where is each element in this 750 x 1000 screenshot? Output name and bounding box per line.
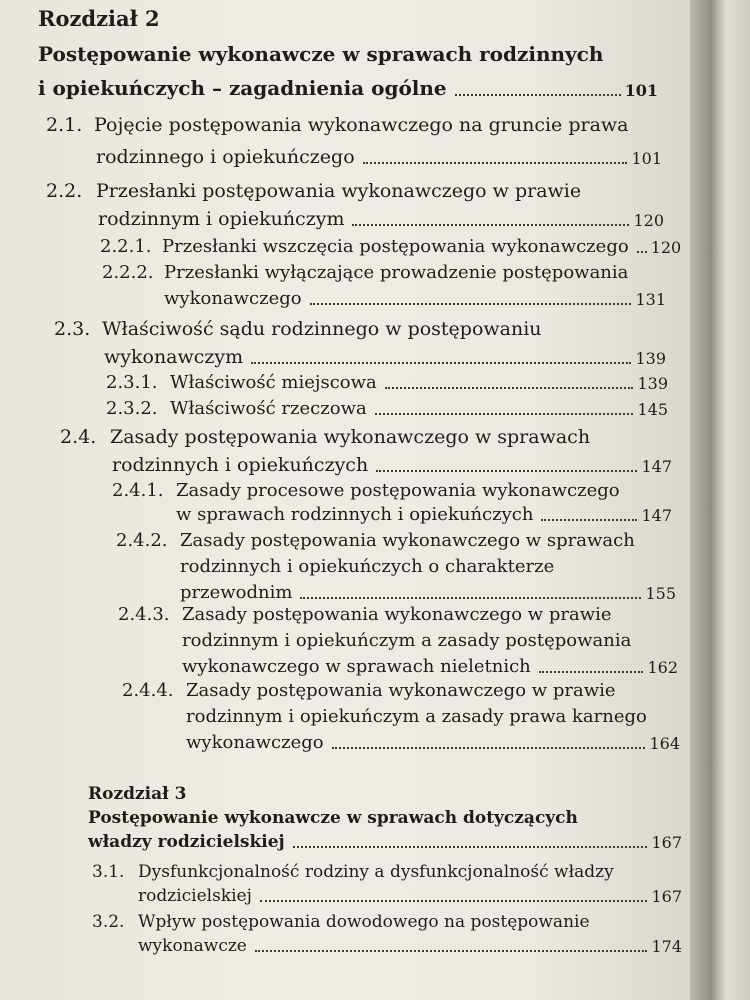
toc-entry-2-4-1-cont: w sprawach rodzinnych i opiekuńczych 147 xyxy=(176,504,672,525)
toc-entry-2-3: 2.3. Właściwość sądu rodzinnego w postępowaniu xyxy=(54,318,542,340)
toc-entry-2-2-2-cont: wykonawczego 131 xyxy=(164,288,666,309)
toc-entry-2-4-4-cont: rodzinnym i opiekuńczym a zasady prawa karnego xyxy=(186,706,647,727)
toc-entry-3-1-cont: rodzicielskiej 167 xyxy=(138,886,682,906)
toc-entry-2-4-cont: rodzinnych i opiekuńczych 147 xyxy=(112,454,672,476)
toc-entry-2-1-cont: rodzinnego i opiekuńczego 101 xyxy=(96,146,662,168)
chapter-2-title-line-1: Postępowanie wykonawcze w sprawach rodzinnych xyxy=(38,42,604,66)
chapter-2-label: Rozdział 2 xyxy=(38,6,160,31)
toc-entry-2-2-1: 2.2.1. Przesłanki wszczęcia postępowania wykonawczego 120 xyxy=(100,236,682,257)
toc-entry-2-4: 2.4. Zasady postępowania wykonawczego w sprawach xyxy=(60,426,591,448)
toc-entry-2-4-2-cont: rodzinnych i opiekuńczych o charakterze xyxy=(180,556,555,577)
toc-entry-2-2-2: 2.2.2. Przesłanki wyłączające prowadzenie postępowania xyxy=(102,262,629,283)
toc-entry-2-4-3: 2.4.3. Zasady postępowania wykonawczego w prawie xyxy=(118,604,612,625)
chapter-2-title-line-2: i opiekuńczych – zagadnienia ogólne 101 xyxy=(38,76,658,100)
toc-entry-2-4-4-cont2: wykonawczego 164 xyxy=(186,732,680,753)
toc-entry-3-2: 3.2. Wpływ postępowania dowodowego na postępowanie xyxy=(92,912,590,932)
adjacent-page-edge xyxy=(690,0,750,1000)
toc-entry-2-3-cont: wykonawczym 139 xyxy=(104,346,666,368)
leader-dots xyxy=(455,93,621,96)
toc-entry-2-2-cont: rodzinnym i opiekuńczym 120 xyxy=(98,208,664,230)
toc-entry-2-3-2: 2.3.2. Właściwość rzeczowa 145 xyxy=(106,398,668,419)
toc-entry-2-4-1: 2.4.1. Zasady procesowe postępowania wykonawczego xyxy=(112,480,620,501)
toc-entry-2-4-4: 2.4.4. Zasady postępowania wykonawczego w prawie xyxy=(122,680,616,701)
toc-entry-2-1: 2.1. Pojęcie postępowania wykonawczego na gruncie prawa xyxy=(46,114,629,136)
toc-entry-2-2: 2.2. Przesłanki postępowania wykonawczego w prawie xyxy=(46,180,582,202)
chapter-3-title-line-2: władzy rodzicielskiej 167 xyxy=(88,832,682,852)
toc-entry-2-4-2-cont2: przewodnim 155 xyxy=(180,582,676,603)
toc-entry-2-4-2: 2.4.2. Zasady postępowania wykonawczego w sprawach xyxy=(116,530,635,551)
page-number: 101 xyxy=(624,81,658,100)
chapter-3-label: Rozdział 3 xyxy=(88,784,187,804)
toc-entry-3-2-cont: wykonawcze 174 xyxy=(138,936,682,956)
toc-entry-2-4-3-cont2: wykonawczego w sprawach nieletnich 162 xyxy=(182,656,678,677)
toc-entry-2-3-1: 2.3.1. Właściwość miejscowa 139 xyxy=(106,372,668,393)
toc-entry-2-4-3-cont: rodzinnym i opiekuńczym a zasady postępowania xyxy=(182,630,632,651)
chapter-3-title-line-1: Postępowanie wykonawcze w sprawach dotyczących xyxy=(88,808,578,828)
toc-entry-3-1: 3.1. Dysfunkcjonalność rodziny a dysfunkcjonalność władzy xyxy=(92,862,614,882)
